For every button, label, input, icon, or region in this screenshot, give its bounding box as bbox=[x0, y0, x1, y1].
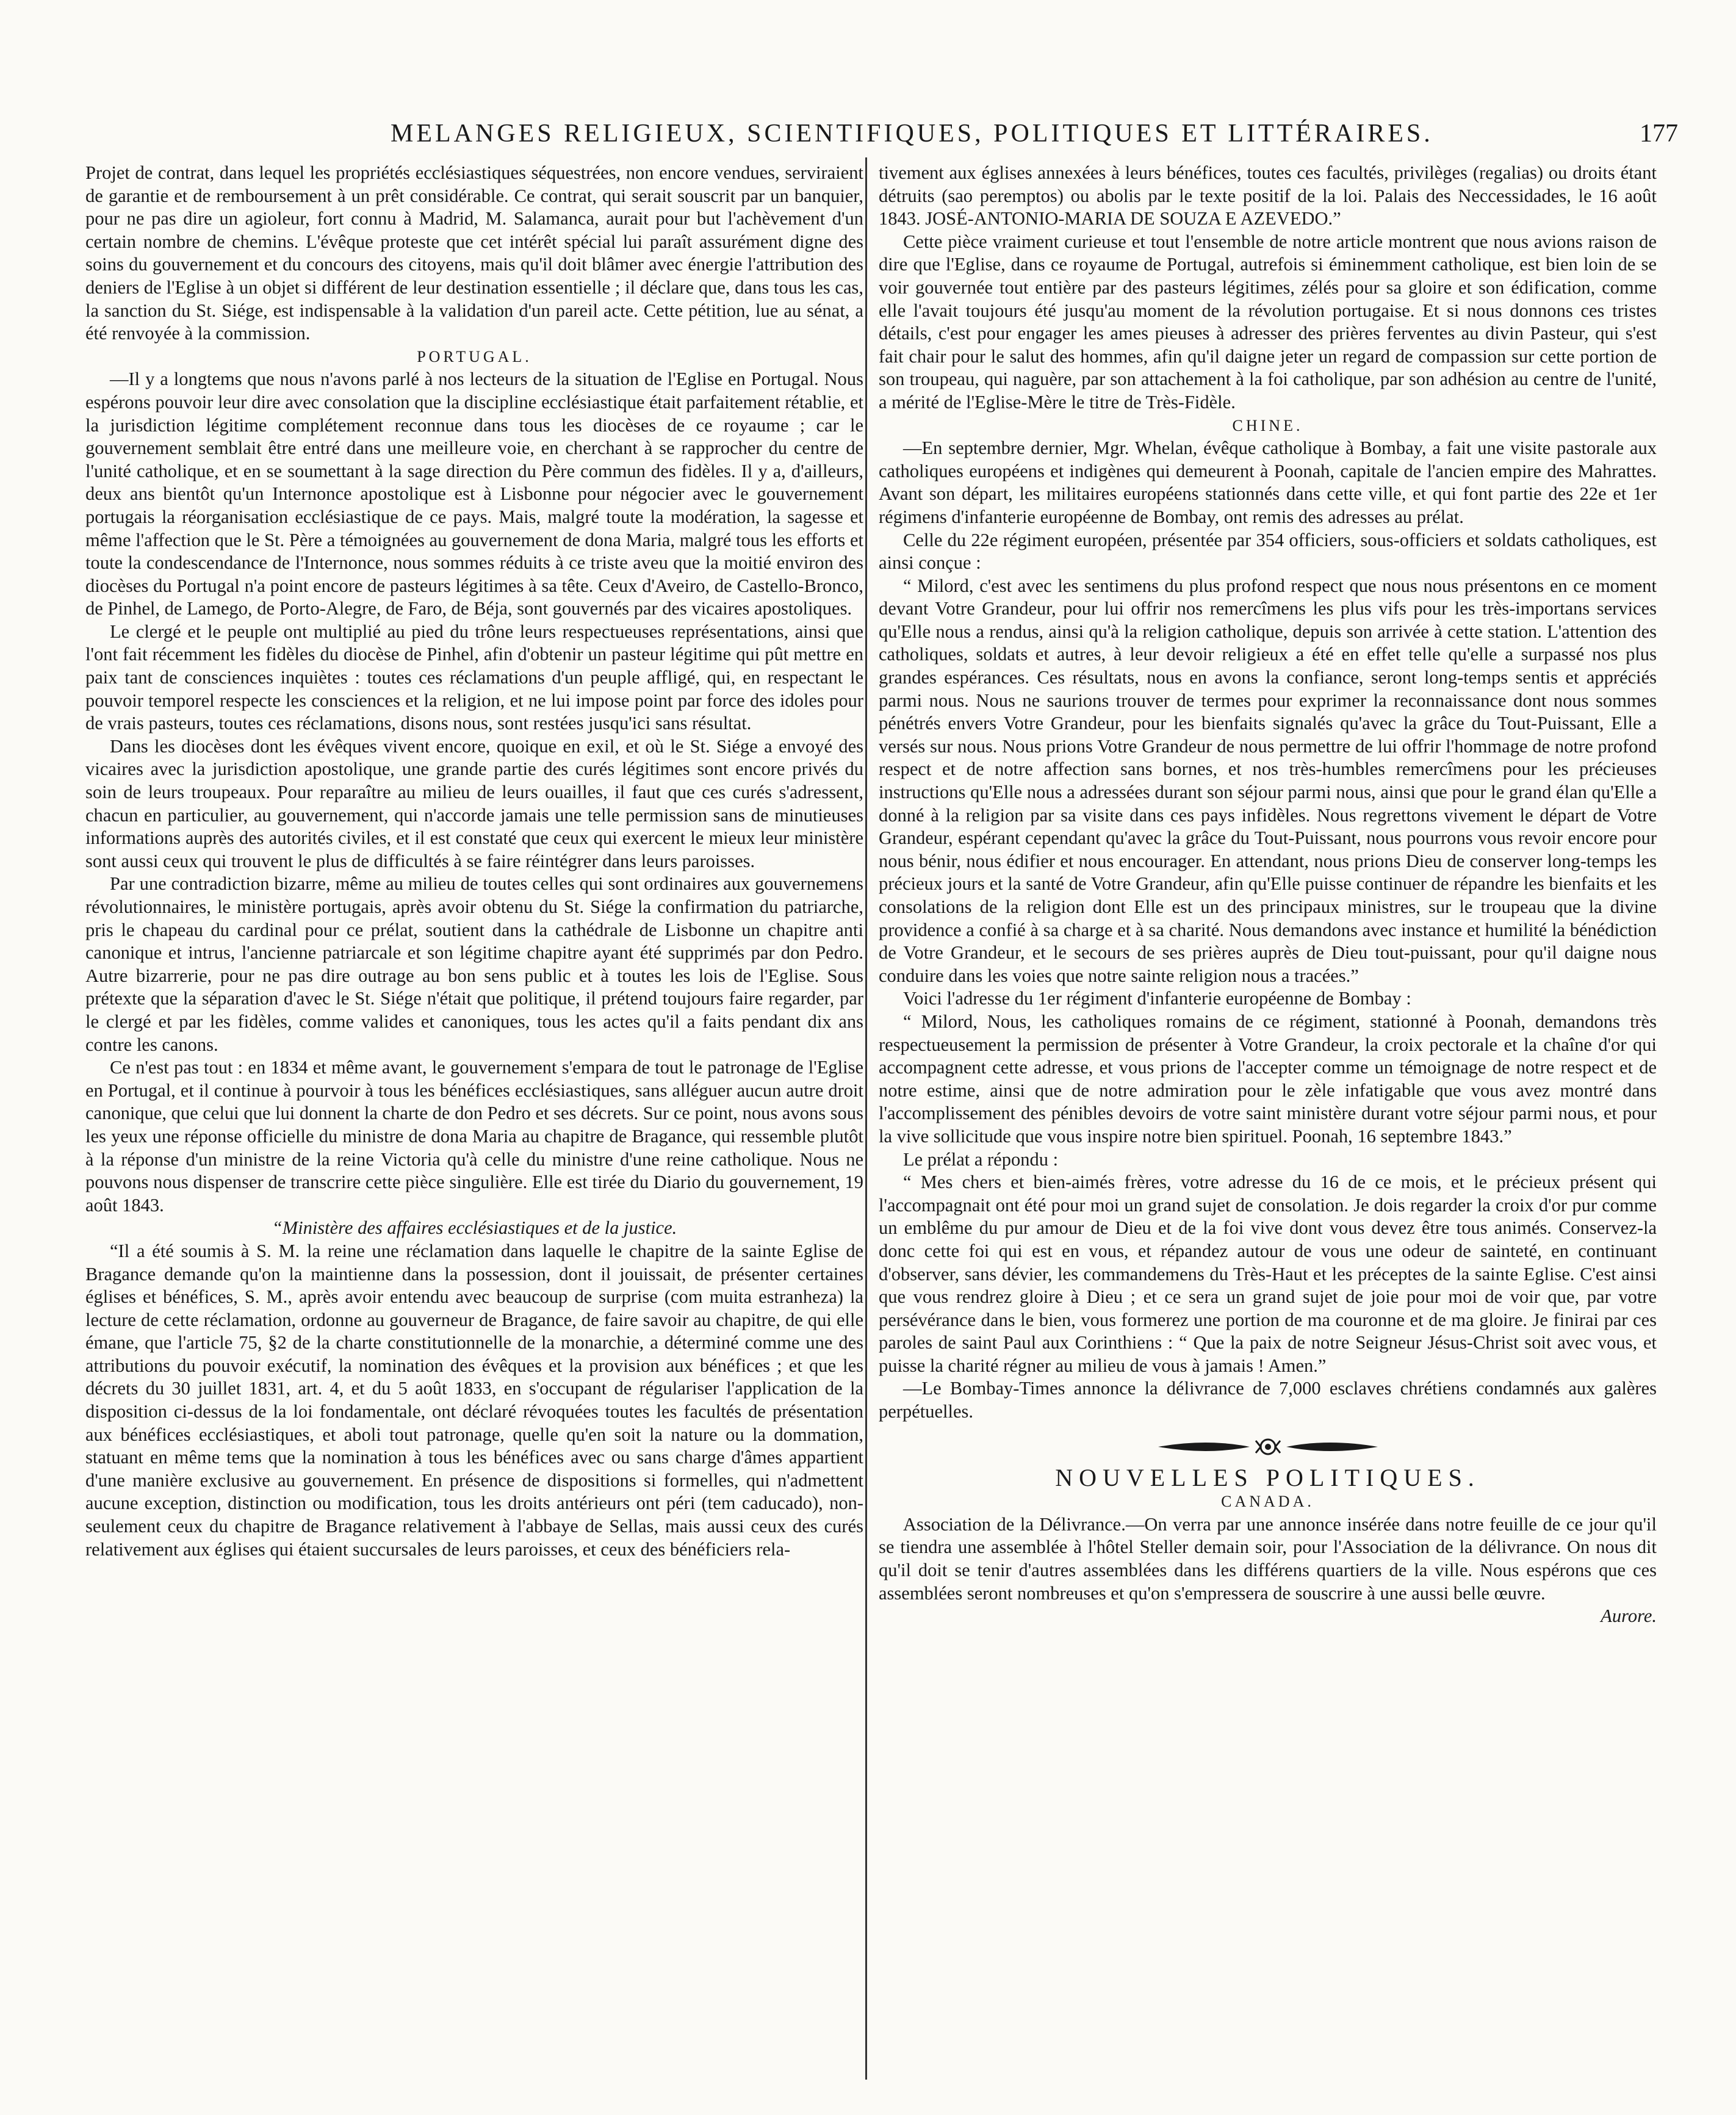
paragraph: Ce n'est pas tout : en 1834 et même avant, le gouvernement s'empara de tout le patronage de l'Eglise en Portugal, et il continue à pourvoir à tous les bénéfices ecclésiastiques, sans alléguer aucun autre droit canonique, que celui que lui donnent la charte de don Pedro et ses décrets. Sur ce point, nous avons sous les yeux une réponse officielle du ministre de dona Maria au chapitre de Bragance, qui ressemble plutôt à la réponse d'un ministre de la reine Victoria qu'à celle du ministre d'une reine catholique. Nous ne pouvons nous dispenser de transcrire cette pièce singulière. Elle est tirée du Diario du gouvernement, 19 août 1843. bbox=[85, 1057, 863, 1216]
page-number: 177 bbox=[1640, 120, 1678, 148]
page-header bbox=[85, 119, 1684, 156]
paragraph: Celle du 22e régiment européen, présentée par 354 officiers, sous-officiers et soldats catholiques, est ainsi conçue : bbox=[879, 529, 1657, 574]
paragraph: Cette pièce vraiment curieuse et tout l'ensemble de notre article montrent que nous avions raison de dire que l'Eglise, dans ce royaume de Portugal, autrefois si éminemment catholique, est bien loin de se voir gouvernée tout entière par des pasteurs légitimes, zélés pour sa gloire et son édification, comme elle l'avait toujours été jusqu'au moment de la révolution portugaise. Et si nous donnons ces tristes détails, c'est pour engager les ames pieuses à adresser des prières ferventes au divin Pasteur, qui s'est fait chair pour le salut des hommes, afin qu'il daigne jeter un regard de compassion sur cette portion de son troupeau, qui naguère, par son attachement à la foi catholique, par son adhésion au centre de l'unité, a mérité de l'Eglise-Mère le titre de Très-Fidèle. bbox=[879, 231, 1657, 413]
paragraph: Le prélat a répondu : bbox=[903, 1148, 1059, 1170]
section-heading-portugal: PORTUGAL. bbox=[417, 347, 532, 366]
column-divider bbox=[865, 157, 867, 2080]
section-heading-canada: CANADA. bbox=[1221, 1493, 1314, 1511]
paragraph: “ Milord, c'est avec les sentimens du plus profond respect que nous nous présentons en ce moment devant Votre Grandeur, pour lui offrir nos remercîmens les plus vifs pour les très-importans services qu'Elle nous a rendus, ainsi qu'à la religion catholique, depuis son arrivée à cette station. L'attention des catholiques, soldats et autres, à leur devoir religieux a été en effet telle qu'elle a surpassé nos plus grandes espérances. Ces résultats, nous en avons la confiance, seront long-temps sentis et appréciés parmi nous. Nous ne saurions trouver de termes pour exprimer la reconnaissance dont nous sommes pénétrés envers Votre Grandeur, pour les bienfaits signalés qu'avec la grâce du Tout-Puissant, Elle a versés sur nous. Nous prions Votre Grandeur de nous permettre de lui offrir l'hommage de notre profond respect et de notre affection sans bornes, et nos très-humbles remercîmens pour les précieuses instructions qu'Elle nous a adressées durant son séjour parmi nous, ainsi que pour le grand élan qu'Elle a donné à la religion par sa visite dans ces pays infidèles. Nous regrettons vivement le départ de Votre Grandeur, espérant cependant qu'avec la grâce du Tout-Puissant, nous pourrons vous revoir encore pour nous bénir, nous édifier et nous encourager. En attendant, nous prions Dieu de conserver long-temps les précieux jours et la santé de Votre Grandeur, afin qu'Elle puisse continuer de répandre les bienfaits et les consolations de la religion dont Elle est un des principaux ministres, sur le troupeau que la divine providence a confié à sa charge et à sa charité. Nous demandons avec instance et humilité la bénédiction de Votre Grandeur, et le secours de ses prières auprès de Dieu tout-puissant, pour qu'il daigne nous conduire dans les voies que notre sainte religion nous a tracées.” bbox=[879, 575, 1657, 986]
paragraph: tivement aux églises annexées à leurs bénéfices, toutes ces facultés, privilèges (regalias) ou droits étant détruits (sao peremptos) ou abolis par le texte positif de la loi. Palais des Neccessidades, le 16 août 1843. JOSÉ-ANTONIO-MARIA DE SOUZA E AZEVEDO.” bbox=[879, 162, 1657, 229]
signature: Aurore. bbox=[1601, 1605, 1657, 1627]
paragraph: —En septembre dernier, Mgr. Whelan, évêque catholique à Bombay, a fait une visite pastorale aux catholiques européens et indigènes qui demeurent à Poonah, capitale de l'ancien empire des Mahrattes. Avant son départ, les militaires européens stationnés dans cette ville, et qui font partie des 22e et 1er régimens d'infanterie européenne de Bombay, ont remis des adresses au prélat. bbox=[879, 438, 1657, 527]
paragraph: Voici l'adresse du 1er régiment d'infanterie européenne de Bombay : bbox=[903, 988, 1411, 1009]
running-title: MELANGES RELIGIEUX, SCIENTIFIQUES, POLITIQUES ET LITTÉRAIRES. bbox=[391, 120, 1433, 148]
decorative-divider-icon bbox=[879, 1435, 1657, 1463]
document-heading: “Ministère des affaires ecclésiastiques et de la justice. bbox=[272, 1217, 677, 1239]
section-heading-chine: CHINE. bbox=[1232, 416, 1303, 434]
paragraph: “Il a été soumis à S. M. la reine une réclamation dans laquelle le chapitre de la sainte Eglise de Bragance demande qu'on la maintienne dans la possession, dont il jouissait, de présenter certaines églises et bénéfices, S. M., après avoir entendu avec beaucoup de surprise (com muita estranheza) la lecture de cette réclamation, ordonne au gouverneur de Bragance, de faire savoir au chapitre, de qui elle émane, que l'article 75, §2 de la charte constitutionnelle de la monarchie, a déterminé comme une des attributions du pouvoir exécutif, la nomination des évêques et la provision aux bénéfices ; et que les décrets du 30 juillet 1831, art. 4, et du 5 août 1833, en s'occupant de régulariser l'application de la disposition ci-dessus de la loi fondamentale, ont déclaré révoquées toutes les facultés de présentation aux bénéfices ecclésiastiques, et aboli tout patronage, quelle qu'en soit la nature ou la dommation, statuant en même tems que la nomination à tous les bénéfices avec ou sans charge d'âmes appartient d'une manière exclusive au gouvernement. En présence de dispositions si formelles, qui n'admettent aucune exception, distinction ou modification, tous les droits antérieurs ont péri (tem caducado), non-seulement ceux du chapitre de Bragance relativement à l'abbaye de Sellas, mais aussi ceux des curés relativement aux églises qui étaient succursales de leurs paroisses, et ceux des bénéficiers rela- bbox=[85, 1240, 863, 1560]
paragraph: Dans les diocèses dont les évêques vivent encore, quoique en exil, et où le St. Siége a envoyé des vicaires avec la jurisdiction apostolique, une grande partie des curés légitimes sont encore privés du soin de leurs troupeaux. Pour reparaître au milieu de leurs ouailles, il faut que ces curés s'adressent, chacun en particulier, au gouvernement, qui n'accorde jamais une telle permission sans de minutieuses informations auprès des autorités civiles, et il est constaté que ceux qui exercent le mieux leur ministère sont aussi ceux qui trouvent le plus de difficultés à se faire réintégrer dans leurs paroisses. bbox=[85, 735, 863, 871]
paragraph: Le clergé et le peuple ont multiplié au pied du trône leurs respectueuses représentations, ainsi que l'ont fait récemment les fidèles du diocèse de Pinhel, afin d'obtenir un pasteur légitime qui pût mettre en paix tant de consciences inquiètes : toutes ces réclamations d'un peuple affligé, qui, en respectant le pouvoir temporel respecte les consciences et la religion, et ne lui impose point par force des idoles pour de vrais pasteurs, toutes ces réclamations, disons nous, sont restées jusqu'ici sans résultat. bbox=[85, 621, 863, 734]
paragraph: Par une contradiction bizarre, même au milieu de toutes celles qui sont ordinaires aux gouvernemens révolutionnaires, le ministère portugais, après avoir obtenu du St. Siége la confirmation du patriarche, pris le chapeau du cardinal pour ce prélat, soutient dans la cathédrale de Lisbonne un chapitre anti canonique et intrus, l'ancienne patriarcale et son légitime chapitre ayant été supprimés par don Pedro. Autre bizarrerie, pour ne pas dire outrage au bon sens public et à toutes les lois de l'Eglise. Sous prétexte que la séparation d'avec le St. Siége n'était que politique, il prétend toujours faire regarder, par le clergé et par les fidèles, comme valides et canoniques, tous les actes qu'il a faits pendant dix ans contre les canons. bbox=[85, 873, 863, 1055]
paragraph: —Il y a longtems que nous n'avons parlé à nos lecteurs de la situation de l'Eglise en Portugal. Nous espérons pouvoir leur dire avec consolation que la discipline ecclésiastique était parfaitement rétablie, et la jurisdiction légitime complétement reconnue dans tous les diocèses de ce royaume ; car le gouvernement semblait être entré dans une meilleure voie, en cherchant à se rapprocher du centre de l'unité catholique, et en se soumettant à la sage direction du Père commun des fidèles. Il y a, d'ailleurs, deux ans bientôt qu'un Internonce apostolique est à Lisbonne pour négocier avec le gouvernement portugais la réorganisation ecclésiastique de ce pays. Mais, malgré toute la modération, la sagesse et même l'affection que le St. Père a témoignées au gouvernement de dona Maria, malgré tous les efforts et toute la condescendance de l'Internonce, nous sommes réduits à ce triste aveu que la moitié environ des diocèses du Portugal n'a point encore de pasteurs légitimes à sa tête. Ceux d'Aveiro, de Castello-Bronco, de Pinhel, de Lamego, de Porto-Alegre, de Faro, de Béja, sont gouvernés par des vicaires apostoliques. bbox=[85, 369, 863, 619]
paragraph: Projet de contrat, dans lequel les propriétés ecclésiastiques séquestrées, non encore vendues, serviraient de garantie et de remboursement à un prêt considérable. Ce contrat, qui serait souscrit par un banquier, pour ne pas dire un agioleur, fort connu à Madrid, M. Salamanca, aurait pour but l'achèvement d'un certain nombre de chemins. L'évêque proteste que cet intérêt spécial lui paraît assurément digne des soins du gouvernement et du concours des citoyens, mais qu'il doit blâmer avec énergie l'attribution des deniers de l'Eglise à un objet si différent de leur destination essentielle ; il déclare que, dans tous les cas, la sanction du St. Siége, est indispensable à la validation d'un pareil acte. Cette pétition, lue au sénat, a été renvoyée à la commission. bbox=[85, 162, 863, 344]
paragraph: “ Milord, Nous, les catholiques romains de ce régiment, stationné à Poonah, demandons très respectueusement la permission de présenter à Votre Grandeur, la croix pectorale et la chaîne d'or qui accompagnent cette adresse, et vous prions de l'accepter comme un témoignage de notre respect et de notre estime, ainsi que de notre admiration pour le zèle infatigable que vous avez montré dans l'accomplissement des pénibles devoirs de votre saint ministère durant votre séjour parmi nous, et pour la vive sollicitude que vous inspire notre bien spirituel. Poonah, 16 septembre 1843.” bbox=[879, 1011, 1657, 1147]
paragraph: “ Mes chers et bien-aimés frères, votre adresse du 16 de ce mois, et le précieux présent qui l'accompagnait ont été pour moi un grand sujet de consolation. Je dois regarder la croix d'or pur comme un emblême du pur amour de Dieu et de la foi vive dont vous devez être tous animés. Conservez-la donc cette foi qui est en vous, et répandez autour de vous une odeur de sainteté, en continuant d'observer, sans dévier, les commandemens du Très-Haut et les préceptes de la sainte Eglise. C'est ainsi que vous rendrez gloire à Dieu ; et ce sera un grand sujet de joie pour moi de voir que, par votre persévérance dans le bien, vous formerez une portion de ma couronne et de ma gloire. Je finirai par ces paroles de saint Paul aux Corinthiens : “ Que la paix de notre Seigneur Jésus-Christ soit avec vous, et puisse la charité régner au milieu de vous à jamais ! Amen.” bbox=[879, 1172, 1657, 1376]
paragraph: Association de la Délivrance.—On verra par une annonce insérée dans notre feuille de ce jour qu'il se tiendra une assemblée à l'hôtel Steller demain soir, pour l'Association de la délivrance. On nous dit qu'il doit se tenir d'autres assemblées dans les différens quartiers de la ville. Nous espérons que ces assemblées seront nombreuses et qu'on s'empressera de souscrire à une aussi belle œuvre. bbox=[879, 1513, 1657, 1604]
right-column bbox=[879, 162, 1657, 2090]
section-title-nouvelles: NOUVELLES POLITIQUES. bbox=[1055, 1463, 1480, 1491]
paragraph: —Le Bombay-Times annonce la délivrance de 7,000 esclaves chrétiens condamnés aux galères perpétuelles. bbox=[879, 1378, 1657, 1422]
left-column bbox=[85, 162, 863, 2090]
